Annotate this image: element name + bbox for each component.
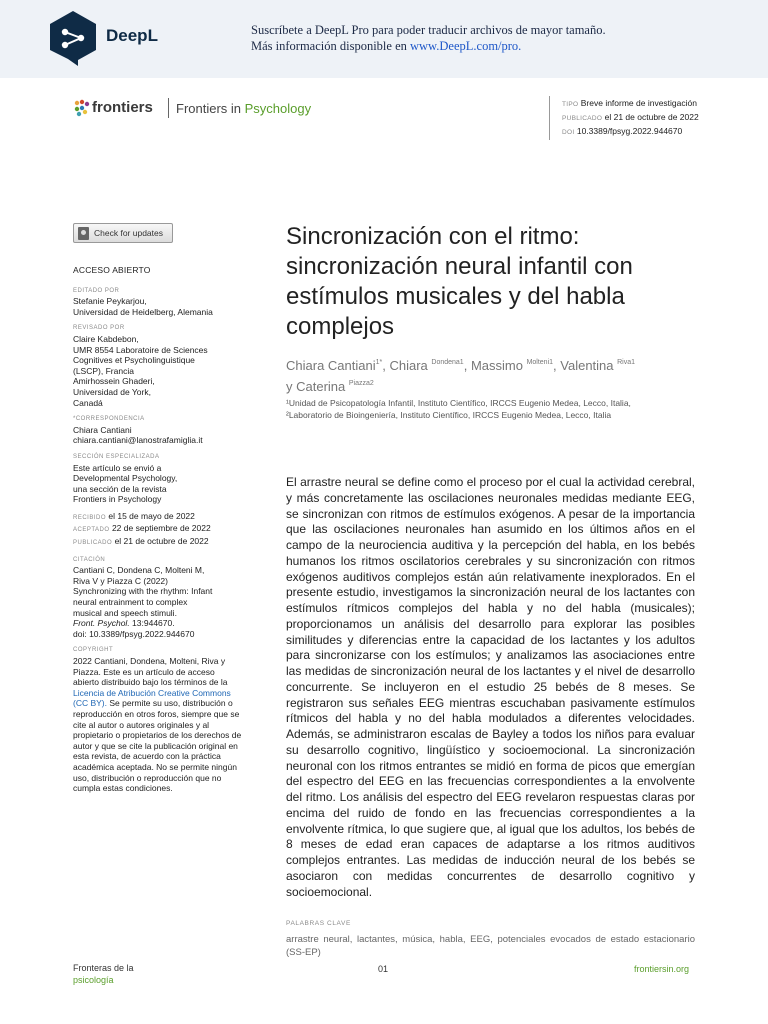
author-separator: ,	[463, 358, 471, 373]
banner-line-1: Suscríbete a DeepL Pro para poder traducir archivos de mayor tamaño.	[251, 23, 606, 37]
header-divider	[168, 98, 169, 118]
meta-published-value: el 21 de octubre de 2022	[604, 112, 699, 122]
copyright-label: COPYRIGHT	[73, 647, 114, 654]
citation-label: CITACIÓN	[73, 556, 106, 563]
reviewed-by-label: REVISADO POR	[73, 325, 125, 332]
license-link[interactable]: Licencia de Atribución Creative Commons (CC BY).	[73, 687, 231, 709]
author-name: y Caterina	[286, 379, 349, 394]
check-for-updates-label: Check for updates	[94, 228, 163, 238]
journal-name-highlight: Psychology	[244, 101, 312, 116]
author-affiliation-marker: Piazza2	[348, 380, 374, 387]
reviewer-line: Claire Kabdebon,	[73, 333, 139, 344]
author-affiliation-marker: Molteni1	[526, 359, 554, 366]
meta-doi-value[interactable]: 10.3389/fpsyg.2022.944670	[576, 126, 683, 136]
editor-line: Stefanie Peykarjou,	[73, 296, 147, 307]
author-affiliation-marker: 1*	[375, 359, 383, 366]
article-title: Sincronización con el ritmo: sincronización neural infantil con estímulos musicales y del habla complejos	[286, 223, 633, 340]
copyright-text-pre: 2022 Cantiani, Dondena, Molteni, Riva y Piazza. Este es un artículo de acceso abierto distribuido bajo los términos de la	[73, 656, 228, 688]
citation-line: Synchronizing with the rhythm: Infant	[73, 586, 213, 597]
reviewer-line: Canadá	[73, 397, 103, 408]
frontiers-logo-icon	[73, 99, 91, 117]
citation-line: Cantiani C, Dondena C, Molteni M,	[73, 565, 205, 576]
citation-line: musical and speech stimuli.	[73, 607, 177, 618]
received-label: RECIBIDO	[73, 514, 107, 521]
meta-type-value: Breve informe de investigación	[580, 98, 697, 108]
affiliation-line: ¹Unidad de Psicopatología Infantil, Instituto Científico, IRCCS Eugenio Medea, Lecco, Italia,	[286, 398, 631, 408]
citation-doi[interactable]: doi: 10.3389/fpsyg.2022.944670	[73, 628, 195, 639]
section-line: Frontiers in Psychology	[73, 494, 162, 505]
citation-journal: Front. Psychol.	[73, 618, 130, 629]
citation-journal-line	[73, 618, 243, 629]
accepted-date: 22 de septiembre de 2022	[111, 523, 211, 534]
open-access-label: ACCESO ABIERTO	[73, 265, 151, 275]
section-line: Este artículo se envió a	[73, 462, 162, 473]
meta-doi-label: DOI	[562, 129, 575, 136]
banner-line-2	[251, 38, 606, 54]
footer-journal-line-1: Fronteras de la	[73, 963, 134, 973]
deepl-brand-name: DeepL	[106, 26, 158, 45]
author-affiliation-marker: Riva1	[617, 359, 636, 366]
reviewer-line: (LSCP), Francia	[73, 365, 134, 376]
meta-published-label: PUBLICADO	[562, 115, 603, 122]
dates-block	[73, 511, 243, 549]
banner-line-2-prefix: Más información disponible en	[251, 39, 410, 53]
abstract-text: El arrastre neural se define como el proceso por el cual la actividad cerebral, y más concretamente las oscilaciones neuronales medidas mediante EEG, se sincronizan con ritmos de estímulos exógenos. A pesar de la importancia que las oscilaciones neuronales han asumido en los últimos años en el campo de la neurociencia auditiva y la percepción del habla, en los bebés humanos los ritmos oscilatorios cerebrales y su sincronización con ritmos exógenos auditivos complejos están aún relativamente inexplorados. En el presente estudio, investigamos la sincronización neural de los lactantes con estímulos rítmicos complejos del habla y no del habla (musicales); proporcionamos un análisis del desarrollo para explorar las posibles similitudes y diferencias entre la capacidad de los lactantes y los adultos para sincronizarse con los estímulos; y analizamos las asociaciones entre las medidas de sincronización neural de los lactantes y el nivel de desarrollo concurrente. Se incluyeron en el estudio 25 bebés de 8 meses. Se registraron sus señales EEG mientras escuchaban pasivamente estímulos rítmicos del habla y no del habla modulados a diferentes velocidades. Además, se administraron escalas de Bayley a todos los niños para evaluar su desarrollo cognitivo, lingüístico y socioemocional. La sincronización neuronal con los ritmos entrantes se midió en forma de picos que emergían del espectro del EEG en las frecuencias correspondientes a la envolvente del ritmo. Los análisis del espectro del EEG revelaron respuestas claras por encima del ruido de fondo en las frecuencias correspondientes a la envolvente rítmica, lo que sugiere que, al igual que los adultos, los bebés de 8 meses de edad eran capaces de adaptarse a los ritmos auditivos complejos entrantes. Las medidas de inducción neural de los bebés se asociaron con medidas concurrentes de desarrollo cognitivo y socioemocional.	[286, 475, 695, 899]
author-affiliation-marker: Dondena1	[431, 359, 464, 366]
publisher-name: frontiers	[92, 99, 153, 116]
check-updates-icon	[78, 227, 89, 240]
affiliations	[286, 398, 706, 421]
deepl-banner-message	[251, 22, 606, 54]
journal-name-prefix: Frontiers in	[176, 101, 245, 116]
footer-journal	[73, 963, 134, 986]
author-separator: ,	[553, 358, 561, 373]
correspondence-label: *CORRESPONDENCIA	[73, 416, 145, 423]
meta-divider	[549, 96, 550, 140]
author-name: Chiara	[389, 358, 432, 373]
copyright-text	[73, 656, 243, 794]
section-label: SECCIÓN ESPECIALIZADA	[73, 453, 160, 460]
author-name: Chiara Cantiani	[286, 358, 376, 373]
meta-type-label: TIPO	[562, 101, 579, 108]
edited-by-label: EDITADO POR	[73, 287, 120, 294]
footer-site-link[interactable]: frontiersin.org	[634, 964, 690, 974]
correspondence-name: Chiara Cantiani	[73, 424, 132, 435]
citation-line: Riva V y Piazza C (2022)	[73, 575, 168, 586]
reviewer-line: Universidad de York,	[73, 386, 151, 397]
copyright-text-post: Se permite su uso, distribución o reproducción en otros foros, siempre que se cite al autor o autores originales y al propietario o propietarios de los derechos de autor y que se cite la publicación original en esta revista, de acuerdo con la práctica académica aceptada. No se permite ningún uso, distribución o reproducción que no cumpla estas condiciones.	[73, 698, 242, 794]
journal-name	[176, 101, 311, 116]
author-name: Valentina	[560, 358, 618, 373]
accepted-label: ACEPTADO	[73, 527, 110, 534]
citation-number: 13:944670.	[129, 618, 175, 629]
author-list	[286, 354, 706, 396]
correspondence-email[interactable]: chiara.cantiani@lanostrafamiglia.it	[73, 435, 203, 446]
footer-journal-line-2: psicología	[73, 974, 114, 985]
keywords-text: arrastre neural, lactantes, música, habla, EEG, potenciales evocados de estado estacionario (SS-EP)	[286, 934, 695, 958]
article-meta	[562, 97, 712, 139]
deepl-banner	[0, 0, 768, 78]
section-line: Developmental Psychology,	[73, 473, 178, 484]
editor-line: Universidad de Heidelberg, Alemania	[73, 306, 213, 317]
published-date: el 21 de octubre de 2022	[114, 536, 209, 547]
section-line: una sección de la revista	[73, 483, 167, 494]
deepl-pro-link[interactable]: www.DeepL.com/pro.	[410, 39, 522, 53]
reviewer-line: Cognitives et Psycholinguistique	[73, 355, 195, 366]
check-for-updates-button[interactable]	[73, 223, 173, 243]
article-sidebar	[73, 265, 243, 794]
author-name: Massimo	[470, 358, 527, 373]
affiliation-line: ²Laboratorio de Bioingeniería, Instituto Científico, IRCCS Eugenio Medea, Lecco, Italia	[286, 409, 612, 420]
author-separator: ,	[382, 358, 390, 373]
published-label: PUBLICADO	[73, 540, 113, 547]
received-date: el 15 de mayo de 2022	[108, 510, 195, 521]
keywords-label: PALABRAS CLAVE	[286, 920, 351, 927]
page-number: 01	[378, 964, 389, 974]
reviewer-line: UMR 8554 Laboratoire de Sciences	[73, 344, 208, 355]
deepl-logo-icon	[48, 10, 98, 66]
citation-line: neural entrainment to complex	[73, 597, 188, 608]
reviewer-line: Amirhossein Ghaderi,	[73, 376, 155, 387]
